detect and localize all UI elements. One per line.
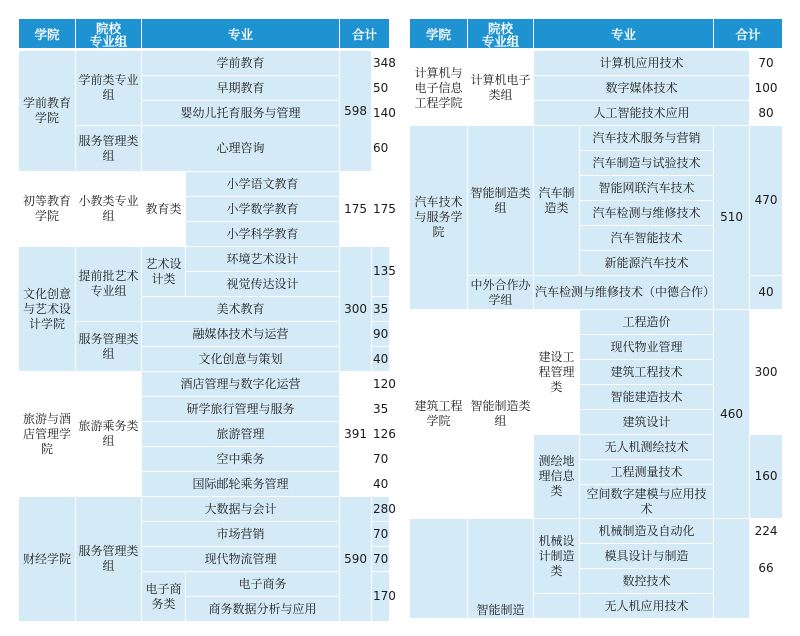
group-cell: 学前类专业组 <box>76 51 142 126</box>
group-cell: 旅游乘务类组 <box>76 372 142 497</box>
group-cell: 计算机电子类组 <box>468 51 534 126</box>
major-count-cell: 40 <box>372 472 390 497</box>
subclass-cell: 教育类 <box>142 172 186 247</box>
major-cell: 现代物业管理 <box>580 335 714 360</box>
major-cell: 旅游管理 <box>142 422 340 447</box>
major-count-cell: 300 <box>750 310 783 435</box>
table-row <box>410 126 783 151</box>
col-header-total: 合计 <box>340 19 390 51</box>
major-cell: 汽车检测与维修技术 <box>580 201 714 226</box>
subclass-cell: 机械设计制造类 <box>534 519 580 594</box>
major-cell: 早期教育 <box>142 76 340 101</box>
major-cell: 研学旅行管理与服务 <box>142 397 340 422</box>
major-cell: 汽车智能技术 <box>580 226 714 251</box>
major-cell: 心理咨询 <box>142 126 340 172</box>
major-count-cell: 70 <box>750 51 783 76</box>
major-count-cell: 348 <box>372 51 390 76</box>
major-cell: 人工智能技术应用 <box>534 101 750 126</box>
college-cell: 文化创意与艺术设计学院 <box>19 247 76 372</box>
major-cell: 计算机应用技术 <box>534 51 750 76</box>
college-cell <box>410 519 468 619</box>
college-total-cell <box>714 519 750 619</box>
major-cell: 环境艺术设计 <box>186 247 340 272</box>
col-header-total: 合计 <box>714 19 783 51</box>
major-cell: 工程造价 <box>580 310 714 335</box>
major-cell: 无人机应用技术 <box>580 594 714 619</box>
major-cell: 模具设计与制造 <box>580 544 714 569</box>
major-count-cell: 160 <box>750 435 783 519</box>
major-cell: 文化创意与策划 <box>142 347 340 372</box>
col-header-college: 学院 <box>410 19 468 51</box>
college-total-cell: 300 <box>340 247 372 372</box>
col-header-group: 院校 专业组 <box>76 19 142 51</box>
group-cell: 服务管理类组 <box>76 126 142 172</box>
major-cell: 婴幼儿托育服务与管理 <box>142 101 340 126</box>
col-header-college: 学院 <box>19 19 76 51</box>
major-cell: 现代物流管理 <box>142 547 340 572</box>
table-row <box>19 51 390 76</box>
major-cell: 市场营销 <box>142 522 340 547</box>
major-count-cell: 35 <box>372 397 390 422</box>
major-cell: 智能网联汽车技术 <box>580 176 714 201</box>
major-cell: 建筑设计 <box>580 410 714 435</box>
major-cell: 数控技术 <box>580 569 714 594</box>
major-cell: 视觉传达设计 <box>186 272 340 297</box>
college-cell: 建筑工程学院 <box>410 310 468 519</box>
college-total-cell: 391 <box>340 372 372 497</box>
college-total-cell: 460 <box>714 310 750 519</box>
major-cell: 汽车检测与维修技术（中德合作） <box>534 276 714 310</box>
major-cell: 学前教育 <box>142 51 340 76</box>
major-count-cell: 40 <box>750 276 783 310</box>
table-row <box>410 310 783 335</box>
major-cell: 数字媒体技术 <box>534 76 750 101</box>
table-row <box>19 247 390 272</box>
major-count-cell: 50 <box>372 76 390 101</box>
col-header-group: 院校 专业组 <box>468 19 534 51</box>
table-header-row <box>410 19 783 51</box>
group-cell: 智能制造 <box>468 519 534 619</box>
major-cell: 新能源汽车技术 <box>580 251 714 276</box>
group-cell: 服务管理类组 <box>76 322 142 372</box>
major-count-cell: 80 <box>750 101 783 126</box>
left-plan-table <box>18 18 396 622</box>
college-cell: 计算机与电子信息工程学院 <box>410 51 468 126</box>
group-cell: 服务管理类组 <box>76 497 142 622</box>
col-header-major: 专业 <box>534 19 714 51</box>
major-count-cell: 66 <box>750 544 783 594</box>
major-cell: 空间数字建模与应用技术 <box>580 485 714 519</box>
group-cell: 智能制造类组 <box>468 310 534 519</box>
major-cell: 商务数据分析与应用 <box>186 597 340 622</box>
major-count-cell: 126 <box>372 422 390 447</box>
college-cell: 初等教育学院 <box>19 172 76 247</box>
subclass-cell: 测绘地理信息类 <box>534 435 580 519</box>
major-cell: 大数据与会计 <box>142 497 340 522</box>
major-count-cell <box>750 594 783 619</box>
college-total-cell: 598 <box>340 51 372 172</box>
major-count-cell: 100 <box>750 76 783 101</box>
major-cell: 小学语文教育 <box>186 172 340 197</box>
major-count-cell: 40 <box>372 347 390 372</box>
major-count-cell: 140 <box>372 101 390 126</box>
subclass-cell <box>534 594 580 619</box>
col-header-major: 专业 <box>142 19 340 51</box>
group-cell: 中外合作办学组 <box>468 276 534 310</box>
college-cell: 财经学院 <box>19 497 76 622</box>
subclass-cell: 电子商务类 <box>142 572 186 622</box>
major-count-cell: 175 <box>372 172 390 247</box>
major-cell: 建筑工程技术 <box>580 360 714 385</box>
college-cell: 学前教育学院 <box>19 51 76 172</box>
major-cell: 无人机测绘技术 <box>580 435 714 460</box>
major-count-cell: 70 <box>372 447 390 472</box>
table-row <box>19 497 390 522</box>
major-cell: 电子商务 <box>186 572 340 597</box>
major-cell: 融媒体技术与运营 <box>142 322 340 347</box>
major-count-cell: 60 <box>372 126 390 172</box>
major-cell: 机械制造及自动化 <box>580 519 714 544</box>
major-cell: 空中乘务 <box>142 447 340 472</box>
college-cell: 旅游与酒店管理学院 <box>19 372 76 497</box>
major-count-cell: 120 <box>372 372 390 397</box>
major-cell: 酒店管理与数字化运营 <box>142 372 340 397</box>
group-cell: 小教类专业组 <box>76 172 142 247</box>
major-cell: 美术教育 <box>142 297 340 322</box>
right-plan-table <box>409 18 783 619</box>
major-count-cell: 470 <box>750 126 783 276</box>
table-row <box>410 51 783 76</box>
subclass-cell: 艺术设计类 <box>142 247 186 297</box>
table-row <box>19 372 390 397</box>
major-count-cell: 70 <box>372 522 390 547</box>
major-cell: 小学科学教育 <box>186 222 340 247</box>
major-cell: 汽车制造与试验技术 <box>580 151 714 176</box>
subclass-cell: 汽车制造类 <box>534 126 580 276</box>
major-count-cell: 90 <box>372 322 390 347</box>
major-count-cell: 135 <box>372 247 390 297</box>
major-count-cell: 170 <box>372 572 390 622</box>
group-cell: 智能制造类组 <box>468 126 534 276</box>
group-cell: 提前批艺术专业组 <box>76 247 142 322</box>
college-total-cell: 590 <box>340 497 372 622</box>
table-row <box>410 519 783 544</box>
major-cell: 国际邮轮乘务管理 <box>142 472 340 497</box>
major-cell: 小学数学教育 <box>186 197 340 222</box>
major-count-cell: 224 <box>750 519 783 544</box>
table-row <box>19 172 390 197</box>
subclass-cell: 建设工程管理类 <box>534 310 580 435</box>
major-cell: 工程测量技术 <box>580 460 714 485</box>
college-total-cell: 175 <box>340 172 372 247</box>
major-count-cell: 70 <box>372 547 390 572</box>
college-cell: 汽车技术与服务学院 <box>410 126 468 310</box>
major-count-cell: 280 <box>372 497 390 522</box>
major-count-cell: 35 <box>372 297 390 322</box>
college-total-cell: 510 <box>714 126 750 310</box>
table-header-row <box>19 19 390 51</box>
major-cell: 汽车技术服务与营销 <box>580 126 714 151</box>
major-cell: 智能建造技术 <box>580 385 714 410</box>
